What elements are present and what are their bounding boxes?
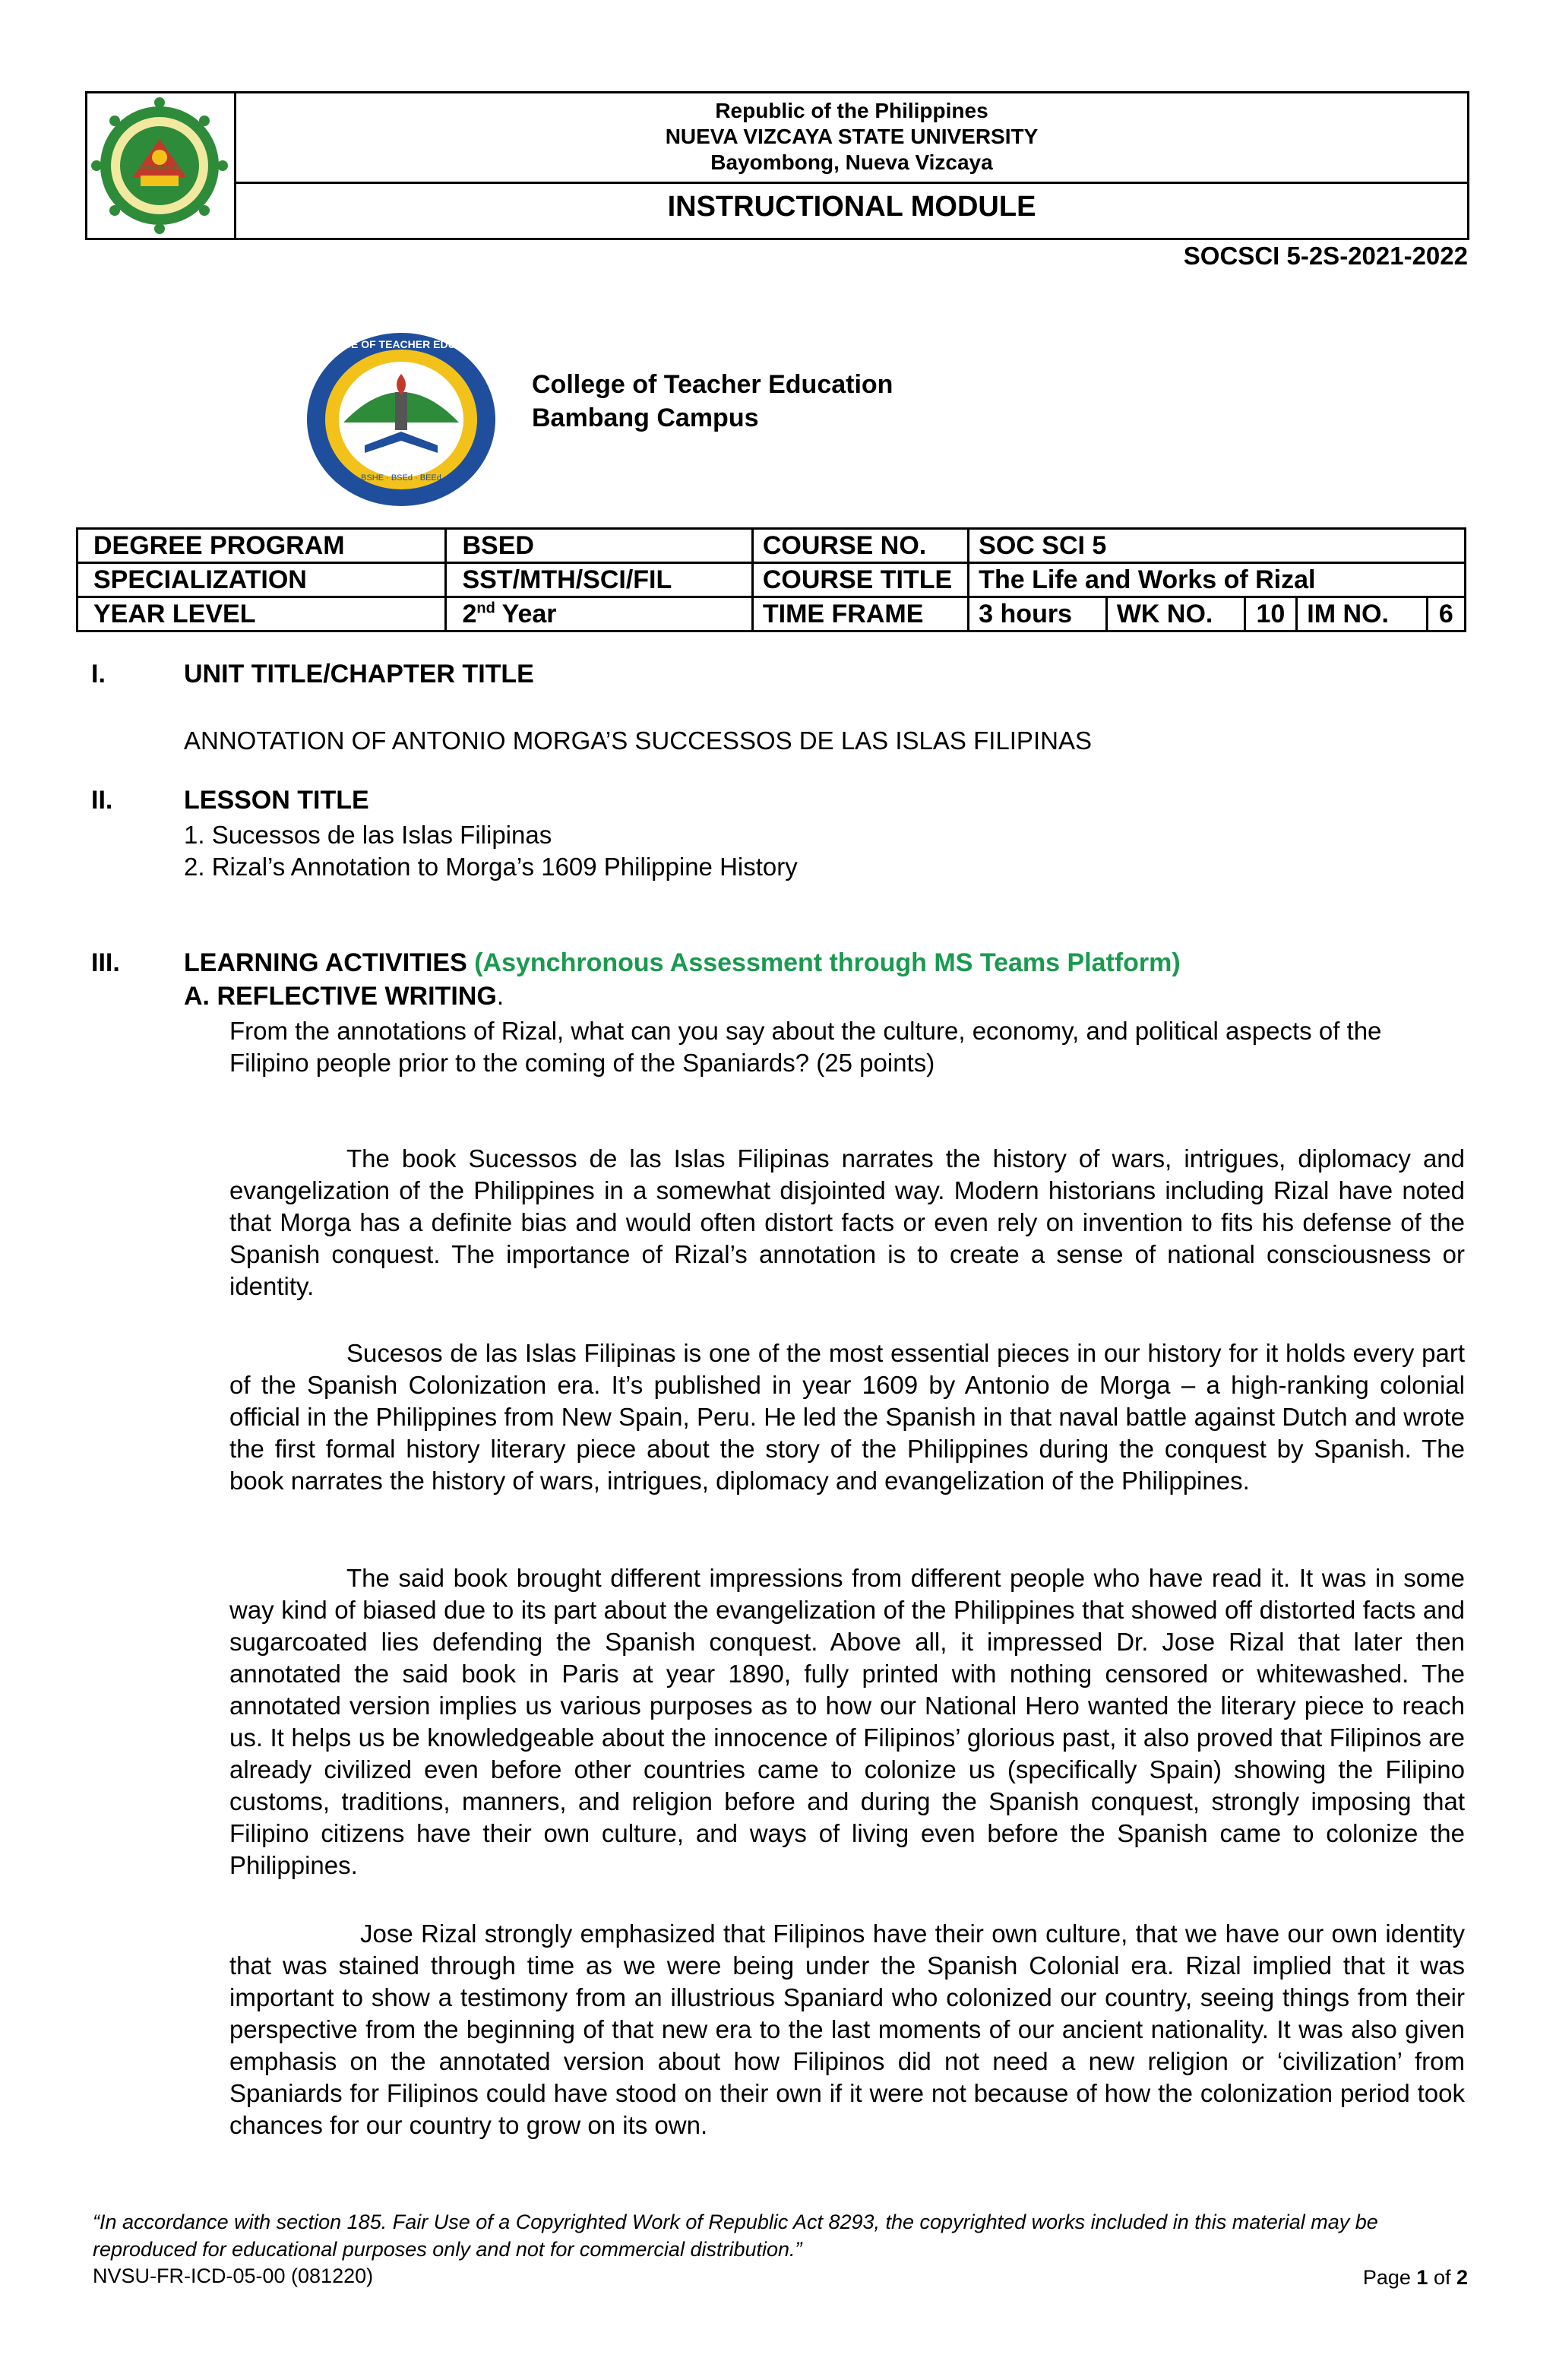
im-no-label: IM NO. — [1297, 597, 1427, 631]
table-row — [77, 563, 1466, 597]
activity-heading — [184, 982, 504, 1011]
section-3-heading — [184, 948, 1181, 978]
wk-no-label: WK NO. — [1106, 597, 1244, 631]
activity-title-period: . — [496, 982, 504, 1011]
degree-program-label: DEGREE PROGRAM — [77, 529, 446, 563]
section-2-number: II. — [91, 786, 113, 815]
university-seal-text: NUEVA VIZCAYA STATE UNIVERSITY — [120, 166, 199, 171]
course-title-value: The Life and Works of Rizal — [969, 563, 1466, 597]
unit-title: ANNOTATION OF ANTONIO MORGA’S SUCCESSOS DE LAS ISLAS FILIPINAS — [184, 726, 1092, 755]
module-title: INSTRUCTIONAL MODULE — [667, 191, 1036, 223]
lesson-item: 2. Rizal’s Annotation to Morga’s 1609 Philippine History — [184, 853, 798, 881]
section-3-title: LEARNING ACTIVITIES — [184, 948, 467, 977]
year-level-value: 2nd Year — [446, 597, 752, 631]
university-seal-icon — [87, 93, 232, 238]
section-2-title: LESSON TITLE — [184, 786, 369, 815]
essay-paragraph-4: Jose Rizal strongly emphasized that Filipinos have their own culture, that we have our own identity that was stained through time as we were being under the Spanish Colonial era. Rizal implied that it was important to show a testimony from an illustrious Spaniard who colonized our country, seeing things from their perspective from the beginning of that new era to the last moments of our ancient nationality. It was also given emphasis on the annotated version about how Filipinos did not need a new religion or ‘civilization’ from Spaniards for Filipinos could have stood on their own if it were not because of how the colonization period took chances for our country to grow on its own. — [229, 1920, 1465, 2139]
specialization-label: SPECIALIZATION — [77, 563, 446, 597]
header-republic: Republic of the Philippines — [715, 99, 988, 122]
course-info-table — [76, 527, 1466, 632]
time-frame-value: 3 hours — [969, 597, 1107, 631]
im-no-value: 6 — [1427, 597, 1465, 631]
course-no-value: SOC SCI 5 — [969, 529, 1466, 563]
header-box — [85, 91, 1469, 240]
header-location: Bayombong, Nueva Vizcaya — [710, 150, 993, 174]
course-no-label: COURSE NO. — [752, 529, 968, 563]
essay-paragraph-3: The said book brought different impressions from different people who have read it. It was in some way kind of biased due to its part about the evangelization of the Philippines that showed off distorted facts and sugarcoated lies defending the Spanish conquest. Above all, it impressed Dr. Jose Rizal that later then annotated the said book in Paris at year 1890, fully printed with nothing censored or whitewashed. The annotated version implies us various purposes as to how our National Hero wanted the literary piece to reach us. It helps us be knowledgeable about the innocence of Filipinos’ glorious past, it also proved that Filipinos are already civilized even before other countries came to colonize us (specifically Spain) showing the Filipino customs, traditions, manners, and religion before and during the Spanish conquest, strongly imposing that Filipino citizens have their own culture, and ways of living even before the Spanish came to colonize the Philippines. — [229, 1564, 1465, 1879]
header-university: NUEVA VIZCAYA STATE UNIVERSITY — [665, 125, 1039, 148]
section-3-note: (Asynchronous Assessment through MS Teams Platform) — [474, 948, 1181, 977]
table-row — [77, 529, 1466, 563]
document-code: SOCSCI 5-2S-2021-2022 — [1183, 242, 1468, 270]
section-1-title: UNIT TITLE/CHAPTER TITLE — [184, 660, 534, 688]
copyright-note: “In accordance with section 185. Fair Use of a Copyrighted Work of Republic Act 8293, the copyrighted works included in this material may be reproduced for educational purposes only and not for commercial distribution.” — [93, 2211, 1378, 2261]
specialization-value: SST/MTH/SCI/FIL — [446, 563, 752, 597]
section-3-number: III. — [91, 948, 120, 977]
college-seal-bottom-text: BSHE · BSEd · BEEd — [361, 473, 441, 483]
college-campus: Bambang Campus — [532, 404, 759, 432]
form-code: NVSU-FR-ICD-05-00 (081220) — [93, 2264, 374, 2287]
college-seal-ring-text: COLLEGE OF TEACHER EDUCATION — [306, 338, 496, 350]
page-number: Page 1 of 2 — [1362, 2266, 1468, 2289]
time-frame-label: TIME FRAME — [752, 597, 968, 631]
college-seal-icon — [304, 331, 498, 508]
essay-paragraph-2: Sucesos de las Islas Filipinas is one of the most essential pieces in our history for it holds every part of the Spanish Colonization era. It’s published in year 1609 by Antonio de Morga – a high-ranking colonial official in the Philippines from New Spain, Peru. He led the Spanish in that naval battle against Dutch and wrote the first formal history literary piece about the story of the Philippines during the conquest by Spanish. The book narrates the history of wars, intrigues, diplomacy and evangelization of the Philippines. — [229, 1339, 1465, 1495]
college-name: College of Teacher Education — [532, 370, 893, 399]
lesson-item: 1. Sucessos de las Islas Filipinas — [184, 821, 552, 849]
header-institution — [236, 93, 1467, 184]
course-title-label: COURSE TITLE — [752, 563, 968, 597]
college-name-block — [532, 368, 893, 435]
university-logo-cell — [87, 93, 236, 238]
essay-paragraph-1: The book Sucessos de las Islas Filipinas narrates the history of wars, intrigues, diplomacy and evangelization of the Philippines in a somewhat disjointed way. Modern historians including Rizal have noted that Morga has a definite bias and would often distort facts or even rely on invention to fits his defense of the Spanish conquest. The importance of Rizal’s annotation is to create a sense of national consciousness or identity. — [229, 1144, 1465, 1300]
activity-prompt: From the annotations of Rizal, what can you say about the culture, economy, and political aspects of the Filipino people prior to the coming of the Spaniards? (25 points) — [229, 1017, 1382, 1077]
wk-no-value: 10 — [1244, 597, 1297, 631]
table-row — [77, 597, 1466, 631]
section-1-number: I. — [91, 660, 106, 688]
year-level-label: YEAR LEVEL — [77, 597, 446, 631]
activity-title: A. REFLECTIVE WRITING — [184, 982, 497, 1011]
degree-program-value: BSED — [446, 529, 752, 563]
